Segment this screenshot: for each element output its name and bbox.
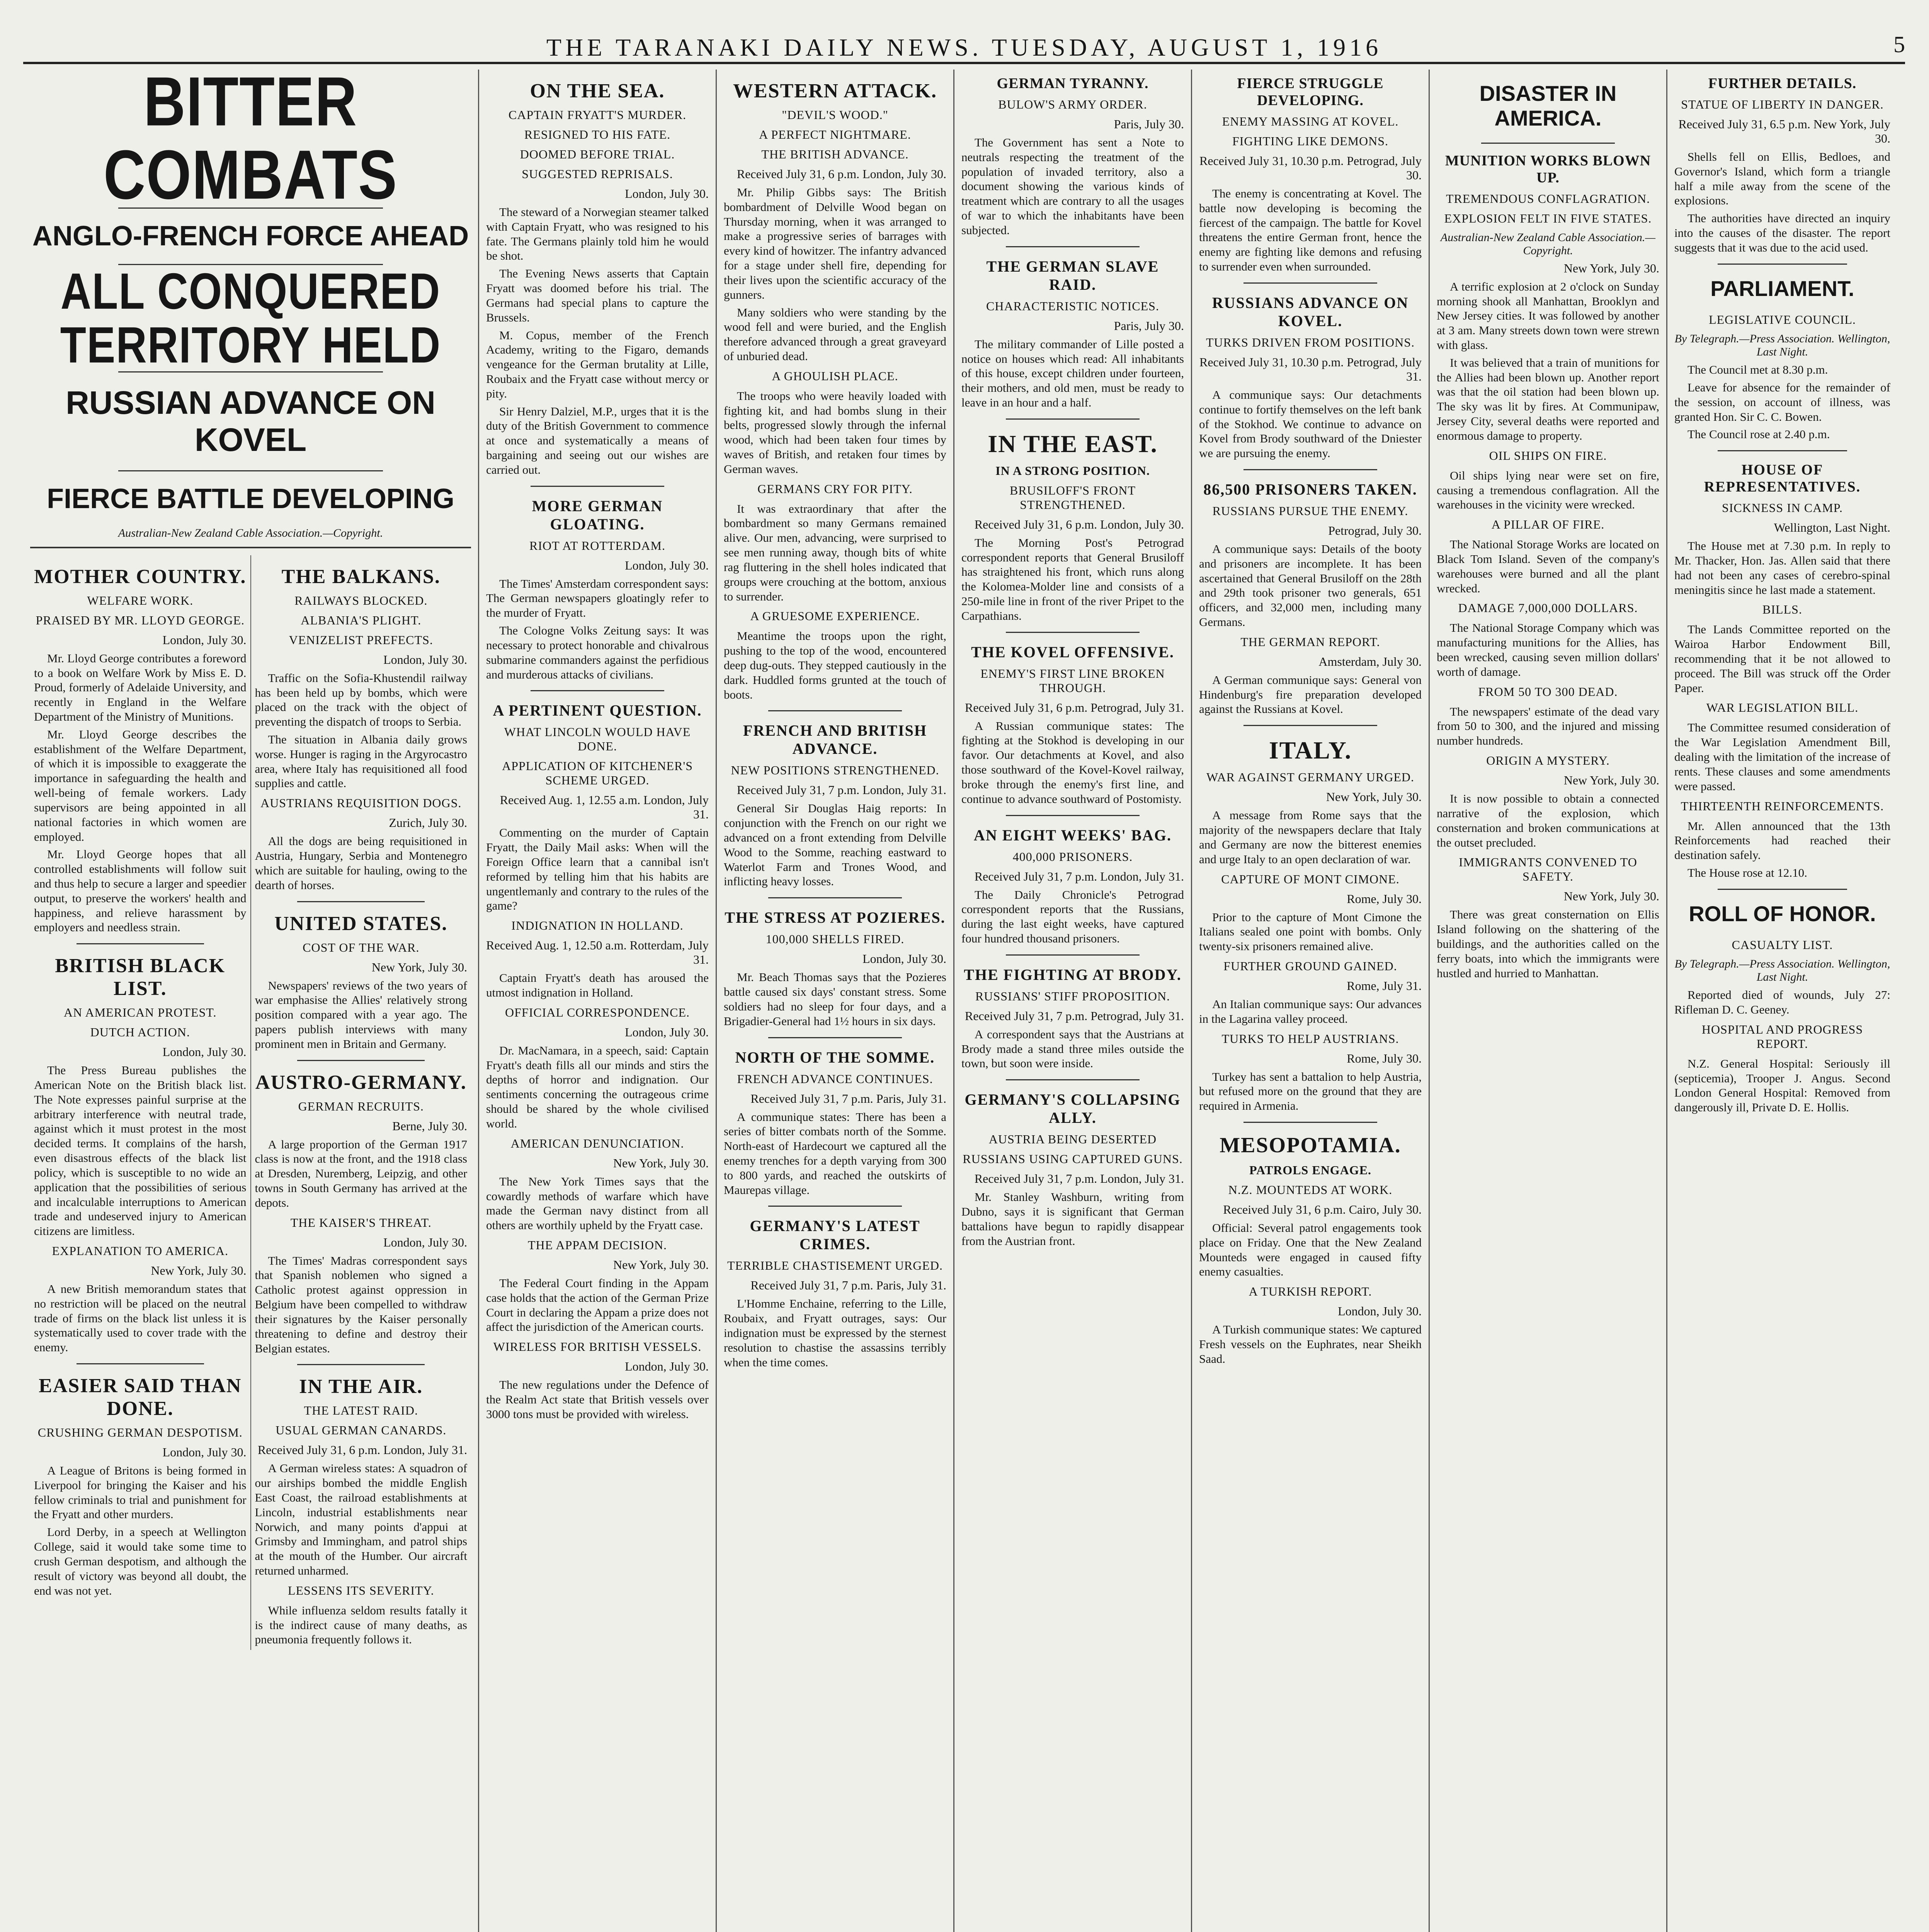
section-heading: GERMANY'S COLLAPSING ALLY. xyxy=(964,1091,1181,1127)
paragraph: L'Homme Enchaine, referring to the Lille, Roubaix, and Fryatt outrages, says: Our indignation must be expressed by the sternest resolution to chastise the assassins terribly when the time comes. xyxy=(724,1297,946,1369)
paragraph: The New York Times says that the cowardly methods of warfare which have made the German navy distinct from all others are worthily upheld by the Fryatt case. xyxy=(486,1174,709,1232)
paragraph: The Press Bureau publishes the American Note on the British black list. The Note expresses painful surprise at the arbitrary interference with neutral trade, against which it must protest in the most decided terms. It complains of the harsh, even disastrous effects of the black list policy, which is susceptible to no wide an application that the possibilities of serious and incalculable interruptions to American trade and undeserved injury to American citizens are limitless. xyxy=(34,1063,247,1238)
subhead: N.Z. MOUNTEDS AT WORK. xyxy=(1228,1183,1393,1197)
paragraph: Prior to the capture of Mont Cimone the Italians sealed one point with bombs. Only twenty-six prisoners remained alive. xyxy=(1199,910,1422,953)
subhead: RUSSIANS USING CAPTURED GUNS. xyxy=(963,1152,1183,1166)
paragraph: Leave for absence for the remainder of the session, on account of illness, was granted Hon. Sir C. C. Bowen. xyxy=(1674,380,1890,423)
dateline: New York, July 30. xyxy=(151,1263,247,1277)
paragraph: Mr. Lloyd George contributes a foreword to a book on Welfare Work by Miss E. D. Proud, formerly of Adelaide University, and recently in England in the Welfare Department of the Ministry of Munitions. xyxy=(34,651,247,724)
paragraph: Mr. Lloyd George hopes that all controlled establishments will follow suit and thus help to secure a larger and speedier output, to preserve the workers' health and happiness, and relieve harassment by employers and needless strain. xyxy=(34,847,247,934)
dateline: London, July 30. xyxy=(383,1235,467,1249)
subhead: RESIGNED TO HIS FATE. xyxy=(524,128,671,141)
paragraph: The authorities have directed an inquiry into the causes of the disaster. The report suggests that it was due to the acid used. xyxy=(1674,211,1890,254)
paragraph: M. Copus, member of the French Academy, writing to the Figaro, demands vengeance for the German brutality at Lille, Roubaix and the Fryatt case without mercy or pity. xyxy=(486,328,709,400)
subhead: 100,000 SHELLS FIRED. xyxy=(765,932,905,946)
dateline: New York, July 30. xyxy=(613,1257,709,1272)
dateline: London, July 30. xyxy=(862,952,946,966)
credit-line: By Telegraph.—Press Association. Wellington, Last Night. xyxy=(1674,957,1890,984)
subhead: GERMANS CRY FOR PITY. xyxy=(757,481,913,496)
section-heading: FIERCE STRUGGLE DEVELOPING. xyxy=(1237,75,1384,109)
paragraph: Shells fell on Ellis, Bedloes, and Governor's Island, which form a triangle half a mile away from the scene of the explosions. xyxy=(1674,150,1890,207)
paragraph: Newspapers' reviews of the two years of war emphasise the Allies' relatively strong position compared with a year ago. The papers publish interviews with many prominent men in Britain and Germany. xyxy=(255,978,467,1051)
paragraph: A terrific explosion at 2 o'clock on Sunday morning shook all Manhattan, Brooklyn and New Jersey cities. It was followed by another at 3 am. Many streets down town were strewn with glass. xyxy=(1437,279,1659,352)
subhead: RIOT AT ROTTERDAM. xyxy=(529,538,665,553)
columns xyxy=(23,70,1905,1932)
paragraph: The National Storage Company which was manufacturing munitions for the Allies, has been wrecked, causing seven million dollars' worth of damage. xyxy=(1437,621,1659,679)
paragraph: The National Storage Works are located on Black Tom Island. Seven of the company's warehouses were burned and all the plant wrecked. xyxy=(1437,537,1659,595)
section-heading: THE STRESS AT POZIERES. xyxy=(725,909,946,927)
paragraph: A League of Britons is being formed in Liverpool for bringing the Kaiser and his fellow criminals to trial and punishment for the Fryatt and other murders. xyxy=(34,1464,247,1521)
paragraph: The Federal Court finding in the Appam case holds that the action of the German Prize Court in declaring the Appam a prize does not affect the jurisdiction of the American courts. xyxy=(486,1276,709,1334)
column-7 xyxy=(1667,70,1897,1932)
dateline: Received July 31, 7 p.m. London, July 31. xyxy=(974,869,1184,883)
subhead: AUSTRIANS REQUISITION DOGS. xyxy=(260,796,462,810)
subhead: SUGGESTED REPRISALS. xyxy=(522,167,673,181)
paragraph: The enemy is concentrating at Kovel. The battle now developing is becoming the fiercest of the campaign. The battle for Kovel threatens the entire German front, hence the enemy are fighting like demons and refusing to surrender even when surrounded. xyxy=(1199,187,1422,274)
paragraph: Meantime the troops upon the right, pushing to the top of the wood, encountered deep dug-outs. They stepped cautiously in the dark. Huddled forms grunted at the touch of boots. xyxy=(724,629,946,701)
dateline: Received July 31, 10.30 p.m. Petrograd, July 31. xyxy=(1199,355,1422,383)
subhead: NEW POSITIONS STRENGTHENED. xyxy=(731,763,939,777)
section-heading: THE FIGHTING AT BRODY. xyxy=(964,966,1182,983)
subhead: RUSSIANS PURSUE THE ENEMY. xyxy=(1212,503,1408,518)
subhead: TERRIBLE CHASTISEMENT URGED. xyxy=(727,1259,943,1273)
subhead: CASUALTY LIST. xyxy=(1732,938,1833,952)
dateline: New York, July 30. xyxy=(613,1156,709,1170)
paragraph: Mr. Beach Thomas says that the Pozieres battle caused six days' constant stress. Some soldiers had no sleep for four days, and a Brigadier-General had 1½ hours in six days. xyxy=(724,970,946,1028)
section-heading: THE KOVEL OFFENSIVE. xyxy=(971,643,1174,661)
dateline: Rome, July 30. xyxy=(1347,1051,1422,1065)
subhead: BRUSILOFF'S FRONT STRENGTHENED. xyxy=(1010,483,1136,512)
paragraph: A German communique says: General von Hindenburg's fire preparation developed against the Russians at Kovel. xyxy=(1199,673,1422,716)
paragraph: The newspapers' estimate of the dead vary from 50 to 300, and the injured and missing number hundreds. xyxy=(1437,704,1659,748)
paragraph: The new regulations under the Defence of the Realm Act state that British vessels over 3000 tons must be provided with wireless. xyxy=(486,1378,709,1421)
section-heading: AUSTRO-GERMANY. xyxy=(255,1071,467,1094)
paragraph: The House met at 7.30 p.m. In reply to Mr. Thacker, Hon. Jas. Allen said that there had not been any cases of cerebro-spinal meningitis since he last made a statement. xyxy=(1674,539,1890,597)
subhead: FROM 50 TO 300 DEAD. xyxy=(1478,684,1618,699)
section-heading: THE GERMAN SLAVE RAID. xyxy=(986,257,1159,293)
dateline: Rome, July 31. xyxy=(1347,978,1422,993)
page-number: 5 xyxy=(1893,32,1905,57)
paragraph: A correspondent says that the Austrians at Brody made a stand three miles outside the town, but soon were inside. xyxy=(961,1027,1184,1070)
dateline: Received July 31, 6 p.m. London, July 30. xyxy=(737,167,946,181)
subhead: WHAT LINCOLN WOULD HAVE DONE. xyxy=(504,725,691,753)
paragraph: A communique states: There has been a series of bitter combats north of the Somme. North-east of Hardecourt we captured all the enemy trenches for a depth varying from 300 to 800 yards, and reached the outskirts of Maurepas village. xyxy=(724,1110,946,1197)
subhead: WIRELESS FOR BRITISH VESSELS. xyxy=(493,1340,702,1354)
paragraph: It is now possible to obtain a connected narrative of the explosion, which consternation and broken communications at the outset precluded. xyxy=(1437,792,1659,849)
paragraph: The Council rose at 2.40 p.m. xyxy=(1687,427,1830,441)
subhead: DAMAGE 7,000,000 DOLLARS. xyxy=(1458,601,1638,615)
paragraph: Mr. Lloyd George describes the establishment of the Welfare Department, of which it is impossible to exaggerate the importance in safeguarding the health and well-being of female workers. Lady supervisors are being appointed in all national factories in which women are employed. xyxy=(34,727,247,844)
subhead: RUSSIANS' STIFF PROPOSITION. xyxy=(975,989,1170,1003)
subhead: EXPLANATION TO AMERICA. xyxy=(52,1243,228,1258)
subhead: WELFARE WORK. xyxy=(87,593,194,607)
subhead: LESSENS ITS SEVERITY. xyxy=(287,1583,434,1597)
subhead: A PERFECT NIGHTMARE. xyxy=(759,128,911,141)
paragraph: A German wireless states: A squadron of our airships bombed the middle English East Coast, the railroad establishments at Lincoln, industrial establishments near Norwich, and many points d'appui at Grimsby and Immingham, and patrol ships at the mouth of the Humber. Our aircraft returned unharmed. xyxy=(255,1461,467,1578)
subhead: RAILWAYS BLOCKED. xyxy=(294,593,428,607)
dateline: Paris, July 30. xyxy=(1114,117,1184,131)
subhead: COST OF THE WAR. xyxy=(303,940,420,954)
dateline: Received Aug. 1, 12.50 a.m. Rotterdam, July 31. xyxy=(486,938,709,967)
paragraph: Official: Several patrol engagements took place on Friday. One that the New Zealand Mounteds were engaged in caused fifty enemy casualties. xyxy=(1199,1221,1422,1279)
paragraph: Mr. Stanley Washburn, writing from Dubno, says it is significant that German battalions have begun to rapidly disappear from the Austrian front. xyxy=(961,1190,1184,1248)
section-heading: FRENCH AND BRITISH ADVANCE. xyxy=(743,722,927,758)
dateline: London, July 30. xyxy=(625,558,709,572)
subhead: A GRUESOME EXPERIENCE. xyxy=(750,609,920,623)
dateline: Berne, July 30. xyxy=(392,1119,467,1133)
headline-russian-advance: RUSSIAN ADVANCE ON KOVEL xyxy=(66,384,435,458)
dateline: London, July 30. xyxy=(162,1445,247,1459)
subhead: INDIGNATION IN HOLLAND. xyxy=(511,918,684,933)
subhead: MUNITION WORKS BLOWN UP. xyxy=(1445,152,1651,186)
paragraph: A message from Rome says that the majority of the newspapers declare that Italy and Germany are now the bitterest enemies and urge Italy to an open declaration of war. xyxy=(1199,808,1422,866)
subhead: DUTCH ACTION. xyxy=(90,1025,190,1039)
paragraph: All the dogs are being requisitioned in Austria, Hungary, Serbia and Montenegro which are suitable for hauling, owing to the dearth of horses. xyxy=(255,834,467,892)
section-heading: GERMAN TYRANNY. xyxy=(997,75,1149,92)
dateline: Received July 31, 7 p.m. London, July 31. xyxy=(974,1172,1184,1186)
section-heading: BRITISH BLACK LIST. xyxy=(55,955,226,1000)
section-heading: EASIER SAID THAN DONE. xyxy=(39,1375,242,1420)
paragraph: Dr. MacNamara, in a speech, said: Captain Fryatt's death fills all our minds and stirs the depths of horror and indignation. Our sentiments concerning the outrageous crime should be shared by the whole civilised world. xyxy=(486,1043,709,1130)
subhead: FRENCH ADVANCE CONTINUES. xyxy=(737,1071,933,1086)
section-heading: ON THE SEA. xyxy=(530,80,665,102)
paragraph: A Turkish communique states: We captured Fresh vessels on the Euphrates, near Sheikh Saad. xyxy=(1199,1323,1422,1366)
dateline: Received July 31, 7 p.m. London, July 31. xyxy=(737,783,946,797)
dateline: Paris, July 30. xyxy=(1114,318,1184,333)
section-heading: MORE GERMAN GLOATING. xyxy=(532,497,663,533)
subhead: A PILLAR OF FIRE. xyxy=(1491,517,1605,532)
dateline: Received July 31, 6 p.m. London, July 30. xyxy=(974,517,1184,531)
paragraph: The steward of a Norwegian steamer talked with Captain Fryatt, who was resigned to his fate. The Germans plainly told him he would be shot. xyxy=(486,205,709,263)
subhead: TURKS DRIVEN FROM POSITIONS. xyxy=(1206,335,1415,349)
paragraph: Lord Derby, in a speech at Wellington College, said it would take some time to crush German despotism, and although the result of victory was beyond all doubt, the end was not yet. xyxy=(34,1525,247,1597)
section-heading: THE BALKANS. xyxy=(281,565,441,588)
dateline: Rome, July 30. xyxy=(1347,891,1422,906)
paragraph: Many soldiers who were standing by the wood fell and were buried, and the English therefore advanced through a great graveyard of unburied dead. xyxy=(724,305,946,363)
subhead: WAR AGAINST GERMANY URGED. xyxy=(1206,770,1414,784)
section-heading: HOUSE OF REPRESENTATIVES. xyxy=(1704,462,1861,495)
dateline: London, July 30. xyxy=(625,187,709,201)
subhead: THIRTEENTH REINFORCEMENTS. xyxy=(1681,799,1884,813)
dateline: New York, July 30. xyxy=(1563,261,1659,275)
subhead: FURTHER GROUND GAINED. xyxy=(1223,959,1397,973)
paragraph: The situation in Albania daily grows worse. Hunger is raging in the Argyrocastro area, where Italy has requisitioned all food supplies and cattle. xyxy=(255,733,467,790)
section-heading: A PERTINENT QUESTION. xyxy=(493,702,702,719)
paragraph: Commenting on the murder of Captain Fryatt, the Daily Mail asks: When will the Foreign Office learn that a cannibal isn't reformed by telling him that his habits are ungentlemanly and contrary to the rules of the game? xyxy=(486,826,709,913)
subhead: USUAL GERMAN CANARDS. xyxy=(276,1423,447,1437)
dateline: Zurich, July 30. xyxy=(389,816,467,830)
section-heading: DISASTER IN AMERICA. xyxy=(1479,81,1617,131)
paragraph: The Government has sent a Note to neutrals respecting the treatment of the population of invaded territory, also a document showing the various kinds of treatment which are contrary to all the usages of war to which the inhabitants have been subjected. xyxy=(961,136,1184,237)
subhead: TURKS TO HELP AUSTRIANS. xyxy=(1221,1031,1399,1046)
paragraph: Traffic on the Sofia-Khustendil railway has been held up by bombs, which were placed on the track with the object of preventing the dispatch of troops to Serbia. xyxy=(255,671,467,729)
paragraph: The troops who were heavily loaded with fighting kit, and had bombs slung in their belts, progressed slowly through the infernal wood, which had been taken four times by waves of British, and retaken four times by German waves. xyxy=(724,389,946,476)
paragraph: Sir Henry Dalziel, M.P., urges that it is the duty of the British Government to commence at once and systematically a means of bargaining and seeing out our wishes are carried out. xyxy=(486,404,709,476)
paragraph: A new British memorandum states that no restriction will be placed on the neutral trade of firms on the black list unless it is systematically used to cover trade with the enemy. xyxy=(34,1282,247,1354)
dateline: Received July 31, 6 p.m. Cairo, July 30. xyxy=(1223,1202,1422,1216)
masthead xyxy=(23,27,1905,64)
subhead: CAPTURE OF MONT CIMONE. xyxy=(1221,872,1400,886)
subhead: STATUE OF LIBERTY IN DANGER. xyxy=(1681,97,1884,111)
subhead: TREMENDOUS CONFLAGRATION. xyxy=(1446,191,1650,206)
paragraph: It was extraordinary that after the bombardment so many Germans remained alive. Our men, advancing, were surprised to see men running away, though bits of white rag fluttering in the shell holes indicated that groups were crouching at the bottom, anxious to surrender. xyxy=(724,502,946,603)
subhead: "DEVIL'S WOOD." xyxy=(782,108,888,122)
subhead: IMMIGRANTS CONVENED TO SAFETY. xyxy=(1459,855,1637,884)
section-heading: WESTERN ATTACK. xyxy=(733,80,937,102)
section-heading: MESOPOTAMIA. xyxy=(1220,1133,1401,1157)
dateline: London, July 30. xyxy=(625,1359,709,1374)
subhead: THE GERMAN REPORT. xyxy=(1240,634,1380,649)
subhead: ORIGIN A MYSTERY. xyxy=(1486,753,1610,768)
headline-anglo-french: ANGLO-FRENCH FORCE AHEAD xyxy=(32,221,469,252)
column-4 xyxy=(954,70,1192,1932)
subhead: CAPTAIN FRYATT'S MURDER. xyxy=(508,108,687,122)
section-heading: AN EIGHT WEEKS' BAG. xyxy=(974,826,1172,844)
paragraph: The military commander of Lille posted a notice on houses which read: All inhabitants of this house, except children under fourteen, their mothers, and old men, must be ready to leave in an hour and a half. xyxy=(961,337,1184,409)
section-heading: GERMANY'S LATEST CRIMES. xyxy=(750,1217,920,1253)
credit-line: Australian-New Zealand Cable Association.—Copyright. xyxy=(118,526,383,539)
section-heading: IN THE AIR. xyxy=(299,1376,423,1398)
dateline: Amsterdam, July 30. xyxy=(1318,654,1422,668)
paragraph: The Times' Madras correspondent says that Spanish noblemen who signed a Catholic protest against oppression in Belgium have been compelled to withdraw their signatures by the Kaiser personally threatening to define and destroy their Belgian estates. xyxy=(255,1253,467,1355)
masthead-title: THE TARANAKI DAILY NEWS. TUESDAY, AUGUST 1, 1916 xyxy=(546,34,1382,61)
column-2 xyxy=(479,70,717,1932)
subhead: PRAISED BY MR. LLOYD GEORGE. xyxy=(36,613,245,627)
subhead: THE BRITISH ADVANCE. xyxy=(761,147,909,161)
paragraph: While influenza seldom results fatally it is the indirect cause of many deaths, as pneumonia frequently follows it. xyxy=(255,1603,467,1646)
subhead: FIGHTING LIKE DEMONS. xyxy=(1232,134,1389,148)
section-heading: RUSSIANS ADVANCE ON KOVEL. xyxy=(1212,294,1409,330)
subhead: HOSPITAL AND PROGRESS REPORT. xyxy=(1701,1022,1863,1051)
headline-fierce-battle: FIERCE BATTLE DEVELOPING xyxy=(47,483,454,514)
subhead: DOOMED BEFORE TRIAL. xyxy=(520,147,675,161)
subhead: GERMAN RECRUITS. xyxy=(298,1099,424,1113)
subhead: PATROLS ENGAGE. xyxy=(1249,1163,1372,1177)
paragraph: The Committee resumed consideration of the War Legislation Amendment Bill, dealing with the limitation of the increase of rents. These clauses and some amendments were passed. xyxy=(1674,721,1890,793)
section-heading: FURTHER DETAILS. xyxy=(1708,75,1857,92)
paragraph: A communique says: Details of the booty and prisoners are incomplete. It has been ascertained that General Brusiloff on the 28th and 29th took prisoner two generals, 651 officers, and 32,000 men, including many Germans. xyxy=(1199,542,1422,629)
subhead: A TURKISH REPORT. xyxy=(1249,1284,1372,1299)
headline-conquered-territory: ALL CONQUERED TERRITORY HELD xyxy=(60,262,441,374)
subhead: VENIZELIST PREFECTS. xyxy=(289,633,433,647)
subhead: WAR LEGISLATION BILL. xyxy=(1706,701,1859,715)
subcolumn-1b xyxy=(251,555,471,1650)
subhead: IN A STRONG POSITION. xyxy=(995,463,1150,478)
column-6 xyxy=(1430,70,1667,1932)
dateline: Received July 31, 7 p.m. Paris, July 31. xyxy=(750,1091,946,1105)
headline-bitter-combats: BITTER COMBATS xyxy=(103,70,398,213)
subhead: LEGISLATIVE COUNCIL. xyxy=(1709,313,1856,327)
column-5 xyxy=(1192,70,1430,1932)
dateline: Received July 31, 7 p.m. Petrograd, July 31. xyxy=(964,1009,1184,1023)
subhead: SICKNESS IN CAMP. xyxy=(1721,501,1843,515)
subhead: ENEMY MASSING AT KOVEL. xyxy=(1222,114,1399,128)
dateline: London, July 30. xyxy=(162,1045,247,1059)
section-heading: NORTH OF THE SOMME. xyxy=(735,1048,935,1066)
subhead: THE KAISER'S THREAT. xyxy=(290,1215,432,1230)
section-heading: IN THE EAST. xyxy=(988,430,1158,457)
subhead: 400,000 PRISONERS. xyxy=(1012,849,1133,864)
paragraph: An Italian communique says: Our advances in the Lagarina valley proceed. xyxy=(1199,997,1422,1026)
dateline: London, July 30. xyxy=(383,652,467,667)
subhead: ENEMY'S FIRST LINE BROKEN THROUGH. xyxy=(980,666,1165,695)
section-heading: PARLIAMENT. xyxy=(1710,276,1854,301)
dateline: Received Aug. 1, 12.55 a.m. London, July 31. xyxy=(500,793,709,821)
dateline: New York, July 30. xyxy=(1563,773,1659,787)
paragraph: A communique says: Our detachments continue to fortify themselves on the left bank of the Stokhod. We continue to advance on Kovel from Brody southward of the Dniester we are pursuing the enemy. xyxy=(1199,388,1422,460)
paragraph: There was great consternation on Ellis Island following on the shattering of the buildings, and the authorities called on the ferry boats, into which the immigrants were hustled and hurried to Manhattan. xyxy=(1437,908,1659,980)
subhead: AUSTRIA BEING DESERTED xyxy=(988,1132,1157,1146)
paragraph: A Russian communique states: The fighting at the Stokhod is developing in our favor. Our detachments at Kovel, and also those southward of the Kovel-Kovel railway, broke through the enemy's first line, and continue to advance southward of Postomisty. xyxy=(961,719,1184,806)
dateline: Received July 31, 6.5 p.m. New York, July 30. xyxy=(1678,117,1890,145)
subhead: A GHOULISH PLACE. xyxy=(772,369,898,383)
credit-line: Australian-New Zealand Cable Association.—Copyright. xyxy=(1440,231,1656,257)
subhead: AMERICAN DENUNCIATION. xyxy=(510,1136,684,1150)
subhead: APPLICATION OF KITCHENER'S SCHEME URGED. xyxy=(502,759,693,787)
paragraph: Captain Fryatt's death has aroused the utmost indignation in Holland. xyxy=(486,971,709,999)
section-heading: ITALY. xyxy=(1269,736,1352,764)
column-3 xyxy=(717,70,954,1932)
dateline: Received July 31, 6 p.m. London, July 31. xyxy=(257,1443,467,1457)
section-heading: UNITED STATES. xyxy=(274,912,448,935)
section-heading: ROLL OF HONOR. xyxy=(1689,901,1876,926)
paragraph: General Sir Douglas Haig reports: In conjunction with the French on our right we advanced on a front extending from Delville Wood to the Somme, reaching eastward to Waterlot Farm and Trones Wood, and inflicting heavy losses. xyxy=(724,801,946,888)
subhead: CHARACTERISTIC NOTICES. xyxy=(986,299,1159,313)
subhead: ALBANIA'S PLIGHT. xyxy=(301,613,422,627)
subhead: BILLS. xyxy=(1762,602,1802,617)
column-1-subcolumns xyxy=(30,555,471,1650)
section-mother-country: MOTHER COUNTRY. xyxy=(34,565,247,588)
paragraph: The Council met at 8.30 p.m. xyxy=(1687,363,1828,377)
paragraph: Mr. Allen announced that the 13th Reinforcements had reached their destination safely. xyxy=(1674,819,1890,862)
paragraph: Reported died of wounds, July 27: Rifleman D. C. Geeney. xyxy=(1674,988,1890,1016)
subhead: CRUSHING GERMAN DESPOTISM. xyxy=(37,1425,243,1440)
paragraph: The Daily Chronicle's Petrograd correspondent reports that the Russians, during the last eight weeks, have captured four hundred thousand prisoners. xyxy=(961,888,1184,945)
column-1 xyxy=(23,70,479,1932)
paragraph: Turkey has sent a battalion to help Austria, but refused more on the ground that they are required in Armenia. xyxy=(1199,1070,1422,1113)
dateline: London, July 30. xyxy=(1338,1304,1422,1318)
subcolumn-1a xyxy=(30,555,251,1650)
dateline: London, July 30. xyxy=(162,633,247,647)
dateline: New York, July 30. xyxy=(371,960,467,974)
dateline: London, July 30. xyxy=(625,1025,709,1039)
paragraph: The Lands Committee reported on the Wairoa Harbor Endowment Bill, recommending that it be not allowed to proceed. The Bill was struck off the Order Paper. xyxy=(1674,622,1890,695)
paragraph: The House rose at 12.10. xyxy=(1687,866,1807,879)
subhead: OIL SHIPS ON FIRE. xyxy=(1489,448,1607,463)
subhead: THE APPAM DECISION. xyxy=(527,1238,667,1252)
paragraph: N.Z. General Hospital: Seriously ill (septicemia), Trooper J. Angus. Second London General Hospital: Removed from dangerously ill, Private D. E. Hollis. xyxy=(1674,1056,1890,1114)
paragraph: The Morning Post's Petrograd correspondent reports that General Brusiloff has straightened his front, which runs along the Kolomea-Molder line and consists of a 250-mile line in front of the river Pripet to the Carpathians. xyxy=(961,536,1184,622)
paragraph: It was believed that a train of munitions for the Allies had been blown up. Another report was that the oil station had been blown up. The sky was lit by fires. At Communipaw, Jersey City, several deaths were reported and enormous damage to property. xyxy=(1437,355,1659,442)
dateline: Received July 31, 6 p.m. Petrograd, July 31. xyxy=(964,700,1184,714)
paragraph: The Times' Amsterdam correspondent says: The German newspapers gloatingly refer to the murder of Fryatt. xyxy=(486,577,709,620)
dateline: Petrograd, July 30. xyxy=(1328,523,1422,537)
credit-line: By Telegraph.—Press Association. Wellington, Last Night. xyxy=(1674,332,1890,359)
section-heading: 86,500 PRISONERS TAKEN. xyxy=(1203,480,1417,498)
dateline: New York, July 30. xyxy=(1326,790,1422,804)
subhead: BULOW'S ARMY ORDER. xyxy=(998,97,1147,111)
dateline: Received July 31, 10.30 p.m. Petrograd, July 30. xyxy=(1199,154,1422,182)
subhead: THE LATEST RAID. xyxy=(304,1403,418,1418)
paragraph: The Evening News asserts that Captain Fryatt was doomed before his trial. The Germans had special plans to capture the Brussels. xyxy=(486,267,709,324)
paragraph: Oil ships lying near were set on fire, causing a tremendous conflagration. All the warehouses in the vicinity were wrecked. xyxy=(1437,468,1659,512)
dateline: New York, July 30. xyxy=(1563,889,1659,903)
subhead: OFFICIAL CORRESPONDENCE. xyxy=(505,1005,690,1019)
subhead: EXPLOSION FELT IN FIVE STATES. xyxy=(1444,211,1652,225)
dateline: Received July 31, 7 p.m. Paris, July 31. xyxy=(750,1278,946,1293)
paragraph: The Cologne Volks Zeitung says: It was necessary to protect honorable and chivalrous submarine commanders against the perfidious and murderous attacks of civilians. xyxy=(486,624,709,681)
paragraph: Mr. Philip Gibbs says: The British bombardment of Delville Wood began on Thursday morning, when it was arranged to make a progressive series of barrages with every kind of howitzer. The infantry advanced for a stage under shell fire, depending for their lives upon the scientific accuracy of the gunners. xyxy=(724,185,946,301)
paragraph: A large proportion of the German 1917 class is now at the front, and the 1918 class at Dresden, Nuremberg, Leipzig, and other towns in South Germany has arrived at the depots. xyxy=(255,1137,467,1209)
dateline: Wellington, Last Night. xyxy=(1774,520,1890,535)
subhead: AN AMERICAN PROTEST. xyxy=(64,1005,217,1020)
